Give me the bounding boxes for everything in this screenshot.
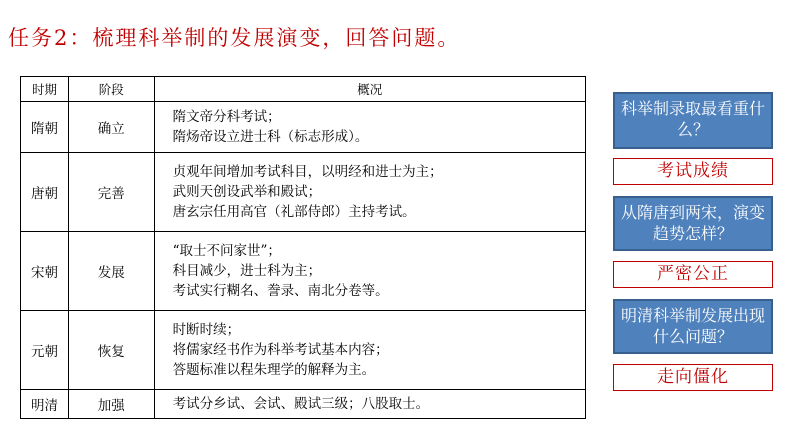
table-header-row xyxy=(21,77,586,102)
table-row xyxy=(21,390,586,419)
table-row xyxy=(21,311,586,390)
overview-cell xyxy=(154,390,585,419)
overview-cell xyxy=(154,102,585,153)
overview-line: 隋文帝分科考试； xyxy=(172,109,281,125)
period-cell: 唐朝 xyxy=(21,153,69,232)
period-cell: 明清 xyxy=(21,390,69,419)
period-cell: 宋朝 xyxy=(21,232,69,311)
stage-cell: 确立 xyxy=(68,102,154,153)
stage-cell: 完善 xyxy=(68,153,154,232)
stage-cell: 恢复 xyxy=(68,311,154,390)
overview-line: 科目减少，进士科为主； xyxy=(172,263,322,279)
table-row xyxy=(21,102,586,153)
overview-cell xyxy=(154,153,585,232)
question-box-2: 从隋唐到两宋，演变趋势怎样？ xyxy=(613,196,773,251)
overview-line: “取士不问家世”； xyxy=(172,243,281,259)
overview-cell xyxy=(154,232,585,311)
overview-line: 答题标准以程朱理学的解释为主。 xyxy=(172,362,376,378)
header-overview: 概况 xyxy=(154,77,585,102)
overview-line: 将儒家经书作为科举考试基本内容； xyxy=(172,342,389,358)
table-row xyxy=(21,153,586,232)
answer-box-2: 严密公正 xyxy=(613,261,773,288)
overview-cell xyxy=(154,311,585,390)
overview-line: 贞观年间增加考试科目，以明经和进士为主； xyxy=(172,164,443,180)
period-cell: 隋朝 xyxy=(21,102,69,153)
stage-cell: 发展 xyxy=(68,232,154,311)
header-stage: 阶段 xyxy=(68,77,154,102)
overview-line: 唐玄宗任用高官（礼部侍郎）主持考试。 xyxy=(172,204,416,220)
question-box-1: 科举制录取最看重什么？ xyxy=(613,92,773,149)
question-box-3: 明清科举制发展出现什么问题？ xyxy=(613,299,773,354)
overview-line: 时断时续； xyxy=(172,322,241,338)
history-table xyxy=(20,76,586,419)
overview-line: 考试分乡试、会试、殿试三级；八股取士。 xyxy=(172,396,430,412)
period-cell: 元朝 xyxy=(21,311,69,390)
overview-line: 考试实行糊名、誊录、南北分卷等。 xyxy=(172,283,389,299)
overview-line: 隋炀帝设立进士科（标志形成）。 xyxy=(172,129,369,145)
table-row xyxy=(21,232,586,311)
header-period: 时期 xyxy=(21,77,69,102)
stage-cell: 加强 xyxy=(68,390,154,419)
task-title: 任务2：梳理科举制的发展演变，回答问题。 xyxy=(8,26,461,50)
answer-box-1: 考试成绩 xyxy=(613,158,773,185)
overview-line: 武则天创设武举和殿试； xyxy=(172,184,322,200)
answer-box-3: 走向僵化 xyxy=(613,364,773,391)
